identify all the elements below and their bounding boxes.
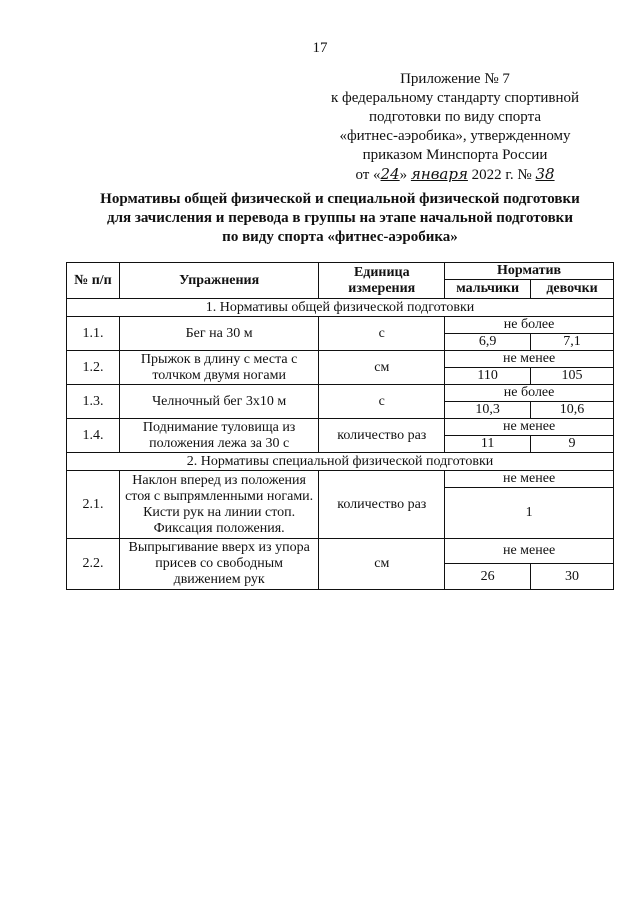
table-row bbox=[67, 317, 614, 334]
section-heading: 2. Нормативы специальной физической подготовки bbox=[67, 453, 614, 471]
table-row bbox=[67, 351, 614, 368]
row-boys: 6,9 bbox=[445, 334, 531, 351]
row-boys: 26 bbox=[445, 564, 531, 590]
handwritten-month: января bbox=[410, 165, 468, 183]
row-boys: 11 bbox=[445, 436, 531, 453]
row-unit: количество раз bbox=[319, 419, 445, 453]
row-exercise: Челночный бег 3х10 м bbox=[119, 385, 319, 419]
row-condition: не менее bbox=[445, 351, 614, 368]
table-row bbox=[67, 385, 614, 402]
row-exercise: Бег на 30 м bbox=[119, 317, 319, 351]
handwritten-day: 24 bbox=[380, 165, 400, 183]
header-unit: Единица измерения bbox=[319, 263, 445, 299]
row-num: 2.2. bbox=[67, 539, 120, 590]
row-exercise: Выпрыгивание вверх из упора присев со свободным движением рук bbox=[119, 539, 319, 590]
handwritten-order-number: 38 bbox=[535, 165, 555, 183]
table-row bbox=[67, 419, 614, 436]
row-value: 1 bbox=[445, 488, 614, 539]
section-heading: 1. Нормативы общей физической подготовки bbox=[67, 299, 614, 317]
row-num: 1.1. bbox=[67, 317, 120, 351]
row-boys: 10,3 bbox=[445, 402, 531, 419]
row-num: 2.1. bbox=[67, 471, 120, 539]
row-unit: см bbox=[319, 351, 445, 385]
row-unit: см bbox=[319, 539, 445, 590]
appendix-line: «фитнес-аэробика», утвержденному bbox=[339, 128, 571, 144]
date-year: 2022 г. № bbox=[467, 167, 536, 183]
header-norm: Норматив bbox=[445, 263, 614, 280]
page-number: 17 bbox=[312, 40, 328, 56]
date-mid: » bbox=[399, 167, 411, 183]
row-girls: 9 bbox=[531, 436, 614, 453]
appendix-date-line bbox=[320, 165, 590, 185]
appendix-line: Приложение № 7 bbox=[400, 71, 510, 87]
header-num: № п/п bbox=[67, 263, 120, 299]
row-unit: с bbox=[319, 317, 445, 351]
header-girls: девочки bbox=[531, 280, 614, 299]
appendix-line: подготовки по виду спорта bbox=[369, 109, 541, 125]
title-line: Нормативы общей физической и специальной физической подготовки bbox=[100, 191, 580, 207]
row-condition: не более bbox=[445, 385, 614, 402]
row-num: 1.3. bbox=[67, 385, 120, 419]
row-exercise: Поднимание туловища из положения лежа за 30 с bbox=[119, 419, 319, 453]
appendix-line: к федеральному стандарту спортивной bbox=[330, 90, 580, 106]
row-num: 1.4. bbox=[67, 419, 120, 453]
row-girls: 30 bbox=[531, 564, 614, 590]
row-exercise: Прыжок в длину с места с толчком двумя ногами bbox=[119, 351, 319, 385]
row-boys: 110 bbox=[445, 368, 531, 385]
row-girls: 10,6 bbox=[531, 402, 614, 419]
appendix-header bbox=[320, 70, 590, 185]
row-exercise: Наклон вперед из положения стоя с выпрямленными ногами. Кисти рук на линии стоп. Фиксация положения. bbox=[119, 471, 319, 539]
document-title bbox=[90, 190, 590, 247]
row-condition: не более bbox=[445, 317, 614, 334]
appendix-line: приказом Минспорта России bbox=[362, 147, 548, 163]
row-unit: количество раз bbox=[319, 471, 445, 539]
row-girls: 7,1 bbox=[531, 334, 614, 351]
norms-table bbox=[66, 262, 614, 590]
title-line: по виду спорта «фитнес-аэробика» bbox=[222, 229, 458, 245]
row-girls: 105 bbox=[531, 368, 614, 385]
header-exercise: Упражнения bbox=[119, 263, 319, 299]
row-unit: с bbox=[319, 385, 445, 419]
row-condition: не менее bbox=[445, 539, 614, 564]
table-row bbox=[67, 471, 614, 488]
title-line: для зачисления и перевода в группы на этапе начальной подготовки bbox=[107, 210, 573, 226]
row-condition: не менее bbox=[445, 471, 614, 488]
row-num: 1.2. bbox=[67, 351, 120, 385]
table-row bbox=[67, 539, 614, 564]
date-prefix: от « bbox=[355, 167, 381, 183]
header-boys: мальчики bbox=[445, 280, 531, 299]
row-condition: не менее bbox=[445, 419, 614, 436]
